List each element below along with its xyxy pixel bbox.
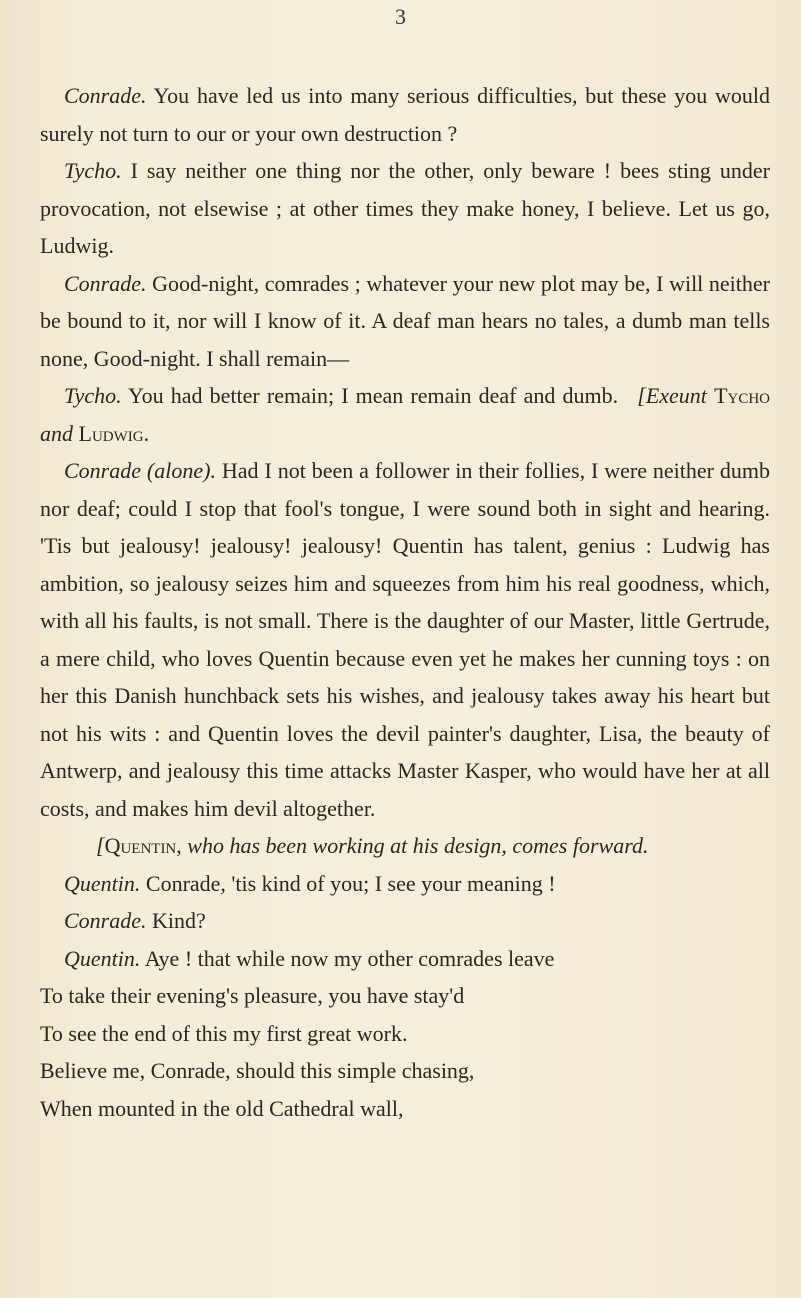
direction-name: Tycho	[714, 383, 771, 408]
stage-character-name: Quentin,	[104, 833, 182, 858]
verse-line: Believe me, Conrade, should this simple chasing,	[40, 1058, 475, 1083]
speaker-name: Quentin.	[64, 945, 141, 971]
speech-tycho-1	[40, 152, 770, 265]
speech-text: You had better remain; I mean remain deaf and dumb.	[127, 383, 619, 408]
speaker-name: Tycho.	[64, 383, 122, 408]
verse-line: To see the end of this my first great work.	[40, 1020, 408, 1046]
stage-direction-text: who has been working at his design, comes forward.	[187, 833, 649, 858]
direction-prefix: [Exeunt	[637, 383, 707, 408]
stage-direction	[40, 827, 770, 865]
stage-bracket: [	[96, 833, 105, 858]
speech-text: Had I not been a follower in their follies, I were neither dumb nor deaf; could I stop that fool's tongue, I were sound both in sight and hearing. 'Tis but jealousy! jealousy! jealousy! Quentin has talent, genius : Ludwig has ambition, so jealousy seizes him and squeezes from him his real goodness, which, with all his faults, is not small. There is the daughter of our Master, little Gertrude, a mere child, who loves Quentin because even yet he makes her cunning toys : on her this Danish hunchback sets his wishes, and jealousy takes away his heart but not his wits : and Quentin loves the devil painter's daughter, Lisa, the beauty of Antwerp, and jealousy this time attacks Master Kasper, who would have her at all costs, and makes him devil altogether.	[40, 458, 771, 821]
speaker-name: Conrade.	[64, 83, 147, 108]
play-text	[40, 77, 770, 1127]
speech-text: Good-night, comrades ; whatever your new plot may be, I will neither be bound to it, nor will I know of it. A deaf man hears no tales, a dumb man tells none, Good-night. I shall remain—	[40, 270, 770, 371]
verse-line	[40, 940, 770, 978]
speech-tycho-2	[40, 377, 770, 452]
speech-conrade-4	[40, 902, 770, 940]
speaker-name: Conrade.	[64, 908, 147, 933]
speech-text: Conrade, 'tis kind of you; I see your meaning !	[145, 870, 556, 896]
speaker-note: (alone).	[146, 458, 216, 483]
speech-text: You have led us into many serious difficulties, but these you would surely not turn to our or your own destruction ?	[40, 83, 770, 146]
page-number: 3	[395, 4, 406, 29]
verse-text: Aye ! that while now my other comrades leave	[144, 945, 555, 971]
speech-conrade-1	[40, 77, 770, 152]
speaker-name: Conrade	[64, 458, 141, 483]
speech-text: Kind?	[152, 908, 206, 933]
speaker-name: Tycho.	[64, 158, 122, 183]
speech-conrade-3	[40, 452, 770, 827]
speech-conrade-2	[40, 265, 770, 378]
verse-line: To take their evening's pleasure, you have stay'd	[40, 983, 465, 1008]
speech-text: I say neither one thing nor the other, only beware ! bees sting under provocation, not elsewise ; at other times they make honey, I believe. Let us go, Ludwig.	[40, 158, 770, 258]
direction-name: Ludwig.	[78, 420, 150, 446]
direction-conjunction: and	[40, 420, 73, 446]
speaker-name: Quentin.	[64, 870, 141, 896]
speaker-name: Conrade.	[64, 270, 147, 296]
speech-quentin-1	[40, 865, 770, 903]
verse-line: When mounted in the old Cathedral wall,	[40, 1095, 404, 1121]
